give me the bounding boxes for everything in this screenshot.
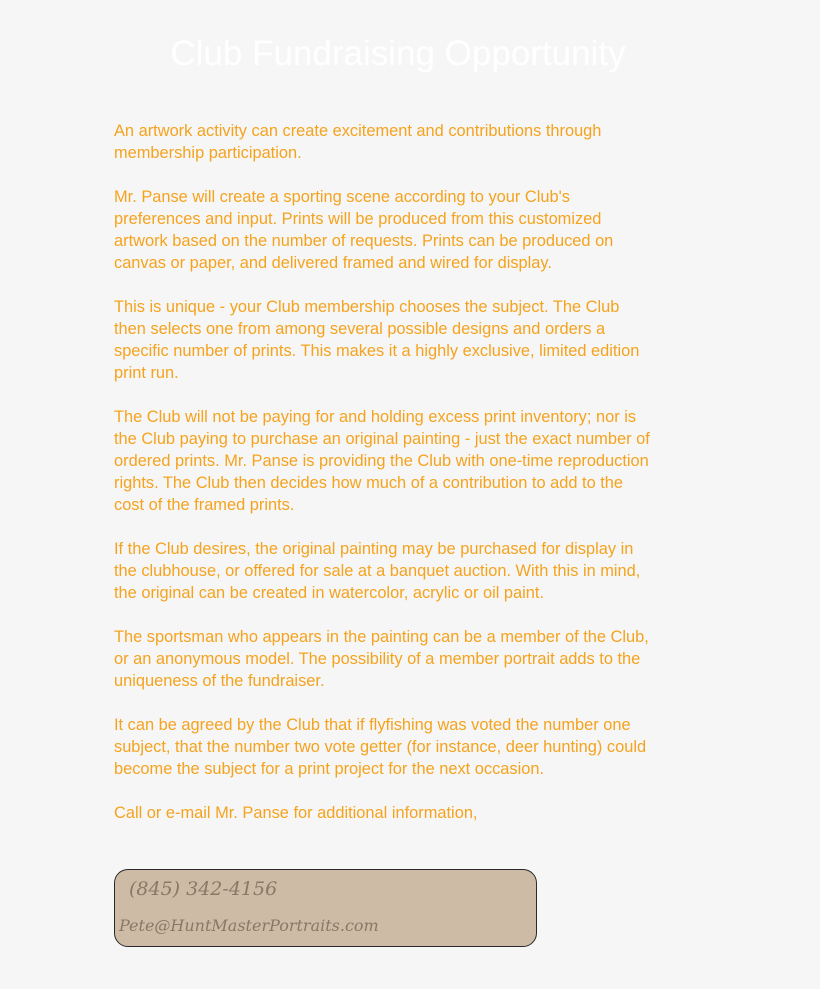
paragraph-call-to-action: Call or e-mail Mr. Panse for additional information, xyxy=(114,804,478,822)
page-title: Club Fundraising Opportunity xyxy=(170,34,626,73)
paragraph-unique: This is unique - your Club membership chooses the subject. The Club then selects one from among several possible designs and orders a specific number of prints. This makes it a highly exclusive, limited edition print run. xyxy=(114,298,640,382)
paragraph-sportsman: The sportsman who appears in the painting can be a member of the Club, or an anonymous model. The possibility of a member portrait adds to the uniqueness of the fundraiser. xyxy=(114,628,649,690)
paragraph-original-painting: If the Club desires, the original painting may be purchased for display in the clubhouse, or offered for sale at a banquet auction. With this in mind, the original can be created in watercolor, acrylic or oil paint. xyxy=(114,540,641,602)
phone-number[interactable]: (845) 342-4156 xyxy=(129,878,278,900)
paragraph-sporting-scene: Mr. Panse will create a sporting scene according to your Club's preferences and input. Prints will be produced from this customized artwork based on the number of requests. Prints can be produced on canvas or paper, and delivered framed and wired for display. xyxy=(114,188,614,272)
body-text xyxy=(114,120,724,846)
email-link[interactable]: Pete@HuntMasterPortraits.com xyxy=(119,916,379,935)
paragraph-intro: An artwork activity can create excitement and contributions through membership participation. xyxy=(114,122,602,162)
paragraph-next-occasion: It can be agreed by the Club that if flyfishing was voted the number one subject, that the number two vote getter (for instance, deer hunting) could become the subject for a print project for the next occasion. xyxy=(114,716,647,778)
contact-box xyxy=(114,869,537,947)
paragraph-inventory: The Club will not be paying for and holding excess print inventory; nor is the Club paying to purchase an original painting - just the exact number of ordered prints. Mr. Panse is providing the Club with one-time reproduction rights. The Club then decides how much of a contribution to add to the cost of the framed prints. xyxy=(114,408,650,514)
